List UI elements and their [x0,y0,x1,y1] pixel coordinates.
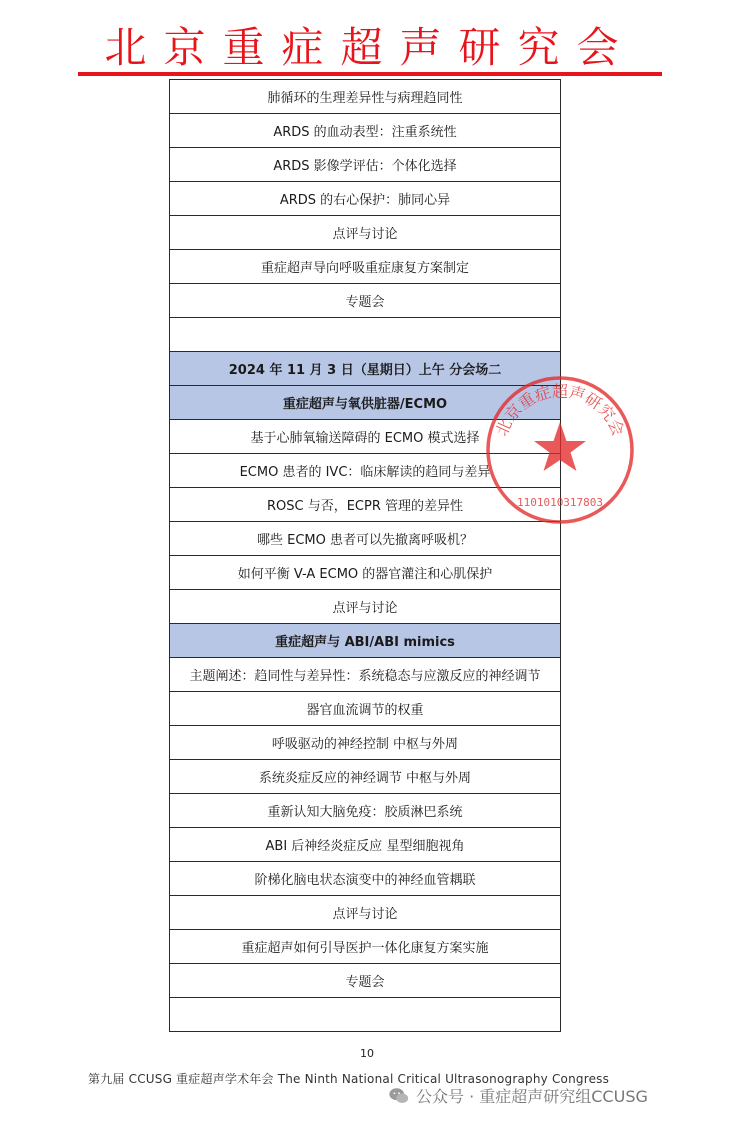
schedule-blank-row [170,318,560,352]
header-divider [78,72,662,76]
schedule-row: 重症超声如何引导医护一体化康复方案实施 [170,930,560,964]
wechat-watermark [388,1084,648,1107]
schedule-row: 点评与讨论 [170,216,560,250]
schedule-section-header: 2024 年 11 月 3 日（星期日）上午 分会场二 [170,352,560,386]
schedule-row: 呼吸驱动的神经控制 中枢与外周 [170,726,560,760]
schedule-section-header: 重症超声与 ABI/ABI mimics [170,624,560,658]
page-number: 10 [360,1047,374,1060]
schedule-row: 点评与讨论 [170,896,560,930]
schedule-row: 器官血流调节的权重 [170,692,560,726]
footer-congress-line: 第九届 CCUSG 重症超声学术年会 The Ninth National Critical Ultrasonography Congress [88,1072,610,1086]
schedule-row: 专题会 [170,284,560,318]
schedule-row: ARDS 的血动表型：注重系统性 [170,114,560,148]
schedule-row: 系统炎症反应的神经调节 中枢与外周 [170,760,560,794]
schedule-row: 重新认知大脑免疫：胶质淋巴系统 [170,794,560,828]
schedule-row: 基于心肺氧输送障碍的 ECMO 模式选择 [170,420,560,454]
stamp-number: 1101010317803 [516,496,604,509]
stamp-star-icon [534,422,586,471]
schedule-blank-row [170,998,560,1032]
schedule-row: 主题阐述：趋同性与差异性：系统稳态与应激反应的神经调节 [170,658,560,692]
schedule-row: ROSC 与否，ECPR 管理的差异性 [170,488,560,522]
page-header-title: 北京重症超声研究会 [104,23,636,72]
schedule-section-header: 重症超声与氧供脏器/ECMO [170,386,560,420]
schedule-row: ARDS 影像学评估：个体化选择 [170,148,560,182]
wechat-icon [388,1085,410,1107]
schedule-table [169,79,561,1032]
watermark-text: 公众号 · 重症超声研究组CCUSG [416,1087,648,1106]
stamp-arc-text: 北京重症超声研究会 [491,381,629,439]
schedule-row: 阶梯化脑电状态演变中的神经血管耦联 [170,862,560,896]
schedule-row: 如何平衡 V-A ECMO 的器官灌注和心肌保护 [170,556,560,590]
schedule-row: ECMO 患者的 IVC：临床解读的趋同与差异 [170,454,560,488]
schedule-row: 点评与讨论 [170,590,560,624]
schedule-row: ABI 后神经炎症反应 星型细胞视角 [170,828,560,862]
schedule-row: 肺循环的生理差异性与病理趋同性 [170,79,560,114]
schedule-row: ARDS 的右心保护：肺同心异 [170,182,560,216]
schedule-row: 专题会 [170,964,560,998]
schedule-row: 重症超声导向呼吸重症康复方案制定 [170,250,560,284]
schedule-row: 哪些 ECMO 患者可以先撤离呼吸机？ [170,522,560,556]
organization-seal-stamp [480,370,640,530]
